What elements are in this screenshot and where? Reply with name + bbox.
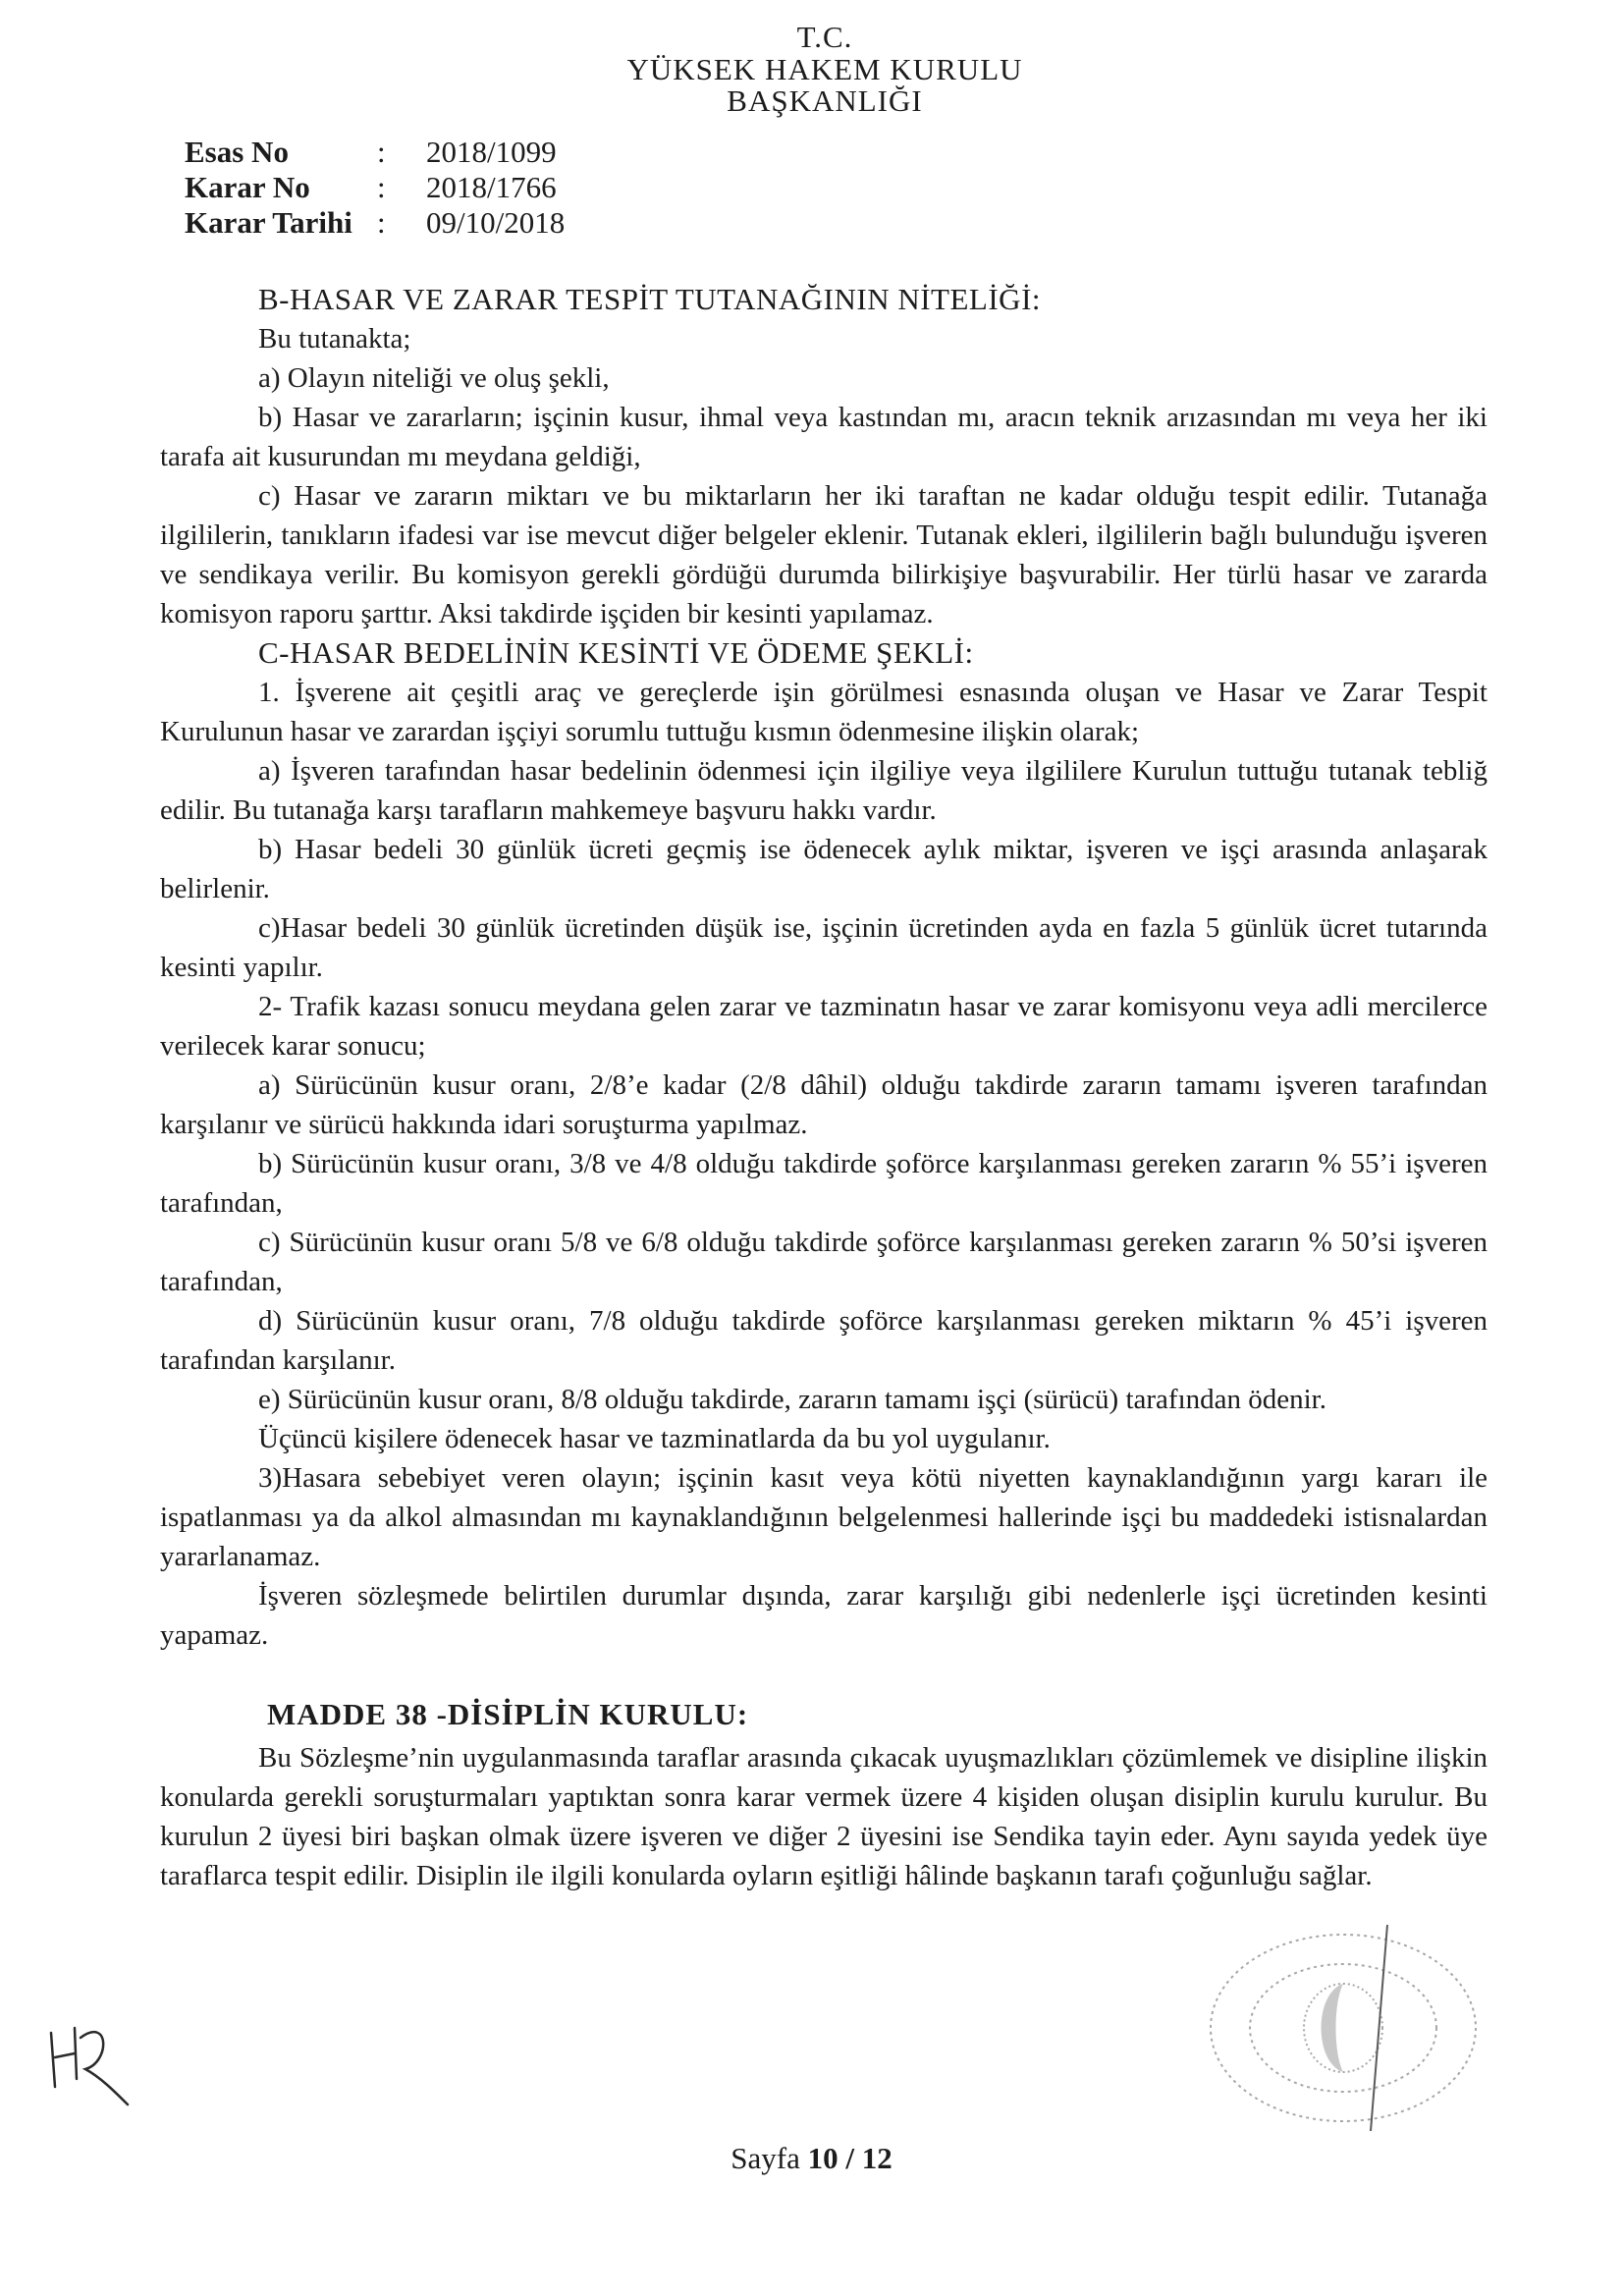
paragraph: e) Sürücünün kusur oranı, 8/8 olduğu takdirde, zararın tamamı işçi (sürücü) tarafından ödenir. (258, 1384, 1326, 1415)
meta-label: Karar No (185, 170, 310, 204)
meta-row-esas: Esas No : 2018/1099 (185, 135, 557, 169)
section-b-heading: B-HASAR VE ZARAR TESPİT TUTANAĞININ NİTELİĞİ: (258, 282, 1042, 316)
paragraph: a) Olayın niteliği ve oluş şekli, (258, 362, 610, 394)
page-number: 10 / 12 (807, 2141, 893, 2175)
paragraph: b) Hasar bedeli 30 günlük ücreti geçmiş ise ödenecek aylık miktar, işveren ve işçi arasında anlaşarak belirlenir. (160, 834, 1488, 904)
paragraph: c) Sürücünün kusur oranı 5/8 ve 6/8 olduğu takdirde şoförce karşılanması gereken zararın % 50’si işveren tarafından, (160, 1227, 1488, 1297)
header-line-institution: YÜKSEK HAKEM KURULU (626, 51, 1023, 86)
paragraph: 3)Hasara sebebiyet veren olayın; işçinin kasıt veya kötü niyetten kaynaklandığının yargı kararı ile ispatlanması ya da alkol almasından mı kaynaklandığının belgelenmesi hallerinde işçi bu maddedeki istisnalardan yararlanamaz. (160, 1462, 1488, 1572)
meta-label: Esas No (185, 135, 289, 169)
paragraph: b) Sürücünün kusur oranı, 3/8 ve 4/8 olduğu takdirde şoförce karşılanması gereken zararın % 55’i işveren tarafından, (160, 1148, 1488, 1219)
footer-prefix: Sayfa (730, 2141, 808, 2175)
paragraph: c) Hasar ve zararın miktarı ve bu miktarların her iki taraftan ne kadar olduğu tespit edilir. Tutanağa ilgililerin, tanıkların ifadesi var ise mevcut diğer belgeler eklenir. Tutanak ekleri, ilgililerin bağlı bulunduğu işveren ve sendikaya verilir. Bu komisyon gerekli gördüğü durumda bilirkişiye başvurabilir. Her türlü hasar ve zararda komisyon raporu şarttır. Aksi takdirde işçiden bir kesinti yapılamaz. (160, 480, 1488, 629)
meta-value: 09/10/2018 (426, 205, 566, 240)
paragraph: b) Hasar ve zararların; işçinin kusur, ihmal veya kastından mı, aracın teknik arızasından mı veya her iki tarafa ait kusurundan mı meydana geldiği, (160, 402, 1488, 472)
document-body (160, 280, 1488, 1655)
official-seal-stamp-icon (1196, 1925, 1490, 2131)
paragraph: c)Hasar bedeli 30 günlük ücretinden düşük ise, işçinin ücretinden ayda en fazla 5 günlük ücret tutarında kesinti yapılır. (160, 912, 1488, 983)
madde-38-body (160, 1738, 1488, 1895)
meta-row-tarih: Karar Tarihi : 09/10/2018 (185, 205, 566, 240)
paragraph: d) Sürücünün kusur oranı, 7/8 olduğu takdirde şoförce karşılanması gereken miktarın % 45’i işveren tarafından karşılanır. (160, 1305, 1488, 1376)
paragraph: a) Sürücünün kusur oranı, 2/8’e kadar (2/8 dâhil) olduğu takdirde zararın tamamı işveren tarafından karşılanır ve sürücü hakkında idari soruşturma yapılmaz. (160, 1069, 1488, 1140)
header-line-tc: T.C. (796, 20, 853, 54)
meta-label: Karar Tarihi (185, 205, 352, 240)
document-header (589, 22, 1060, 118)
paragraph: Bu Sözleşme’nin uygulanmasında taraflar arasında çıkacak uyuşmazlıkları çözümlemek ve disipline ilişkin konularda gerekli soruşturmaları yaptıktan sonra karar vermek üzere 4 kişiden oluşan disiplin kurulu kurulur. Bu kurulun 2 üyesi biri başkan olmak üzere işveren ve diğer 2 üyesini ise Sendika tayin eder. Aynı sayıda yedek üye taraflarca tespit edilir. Disiplin ile ilgili konularda oyların eşitliği hâlinde başkanın tarafı çoğunluğu sağlar. (160, 1742, 1488, 1891)
paragraph: Üçüncü kişilere ödenecek hasar ve tazminatlarda da bu yol uygulanır. (258, 1423, 1051, 1454)
header-line-presidency: BAŞKANLIĞI (727, 83, 923, 119)
meta-value: 2018/1099 (426, 135, 557, 169)
madde-38-heading: MADDE 38 -DİSİPLİN KURULU: (267, 1697, 749, 1731)
paragraph: Bu tutanakta; (258, 323, 411, 355)
paragraph: 2- Trafik kazası sonucu meydana gelen zarar ve tazminatın hasar ve zarar komisyonu veya adli mercilerce verilecek karar sonucu; (160, 991, 1488, 1062)
paragraph: a) İşveren tarafından hasar bedelinin ödenmesi için ilgiliye veya ilgililere Kurulun tuttuğu tutanak tebliğ edilir. Bu tutanağa karşı tarafların mahkemeye başvuru hakkı vardır. (160, 755, 1488, 826)
case-metadata (185, 135, 565, 241)
paragraph: İşveren sözleşmede belirtilen durumlar dışında, zarar karşılığı gibi nedenlerle işçi ücretinden kesinti yapamaz. (160, 1580, 1488, 1651)
meta-row-karar: Karar No : 2018/1766 (185, 170, 557, 204)
handwritten-initials-icon (41, 2008, 135, 2106)
section-c-heading: C-HASAR BEDELİNİN KESİNTİ VE ÖDEME ŞEKLİ: (258, 635, 974, 670)
paragraph: 1. İşverene ait çeşitli araç ve gereçlerde işin görülmesi esnasında oluşan ve Hasar ve Zarar Tespit Kurulunun hasar ve zarardan işçiyi sorumlu tuttuğu kısmın ödenmesine ilişkin olarak; (160, 677, 1488, 747)
page-footer (0, 2141, 1623, 2176)
meta-value: 2018/1766 (426, 170, 557, 204)
